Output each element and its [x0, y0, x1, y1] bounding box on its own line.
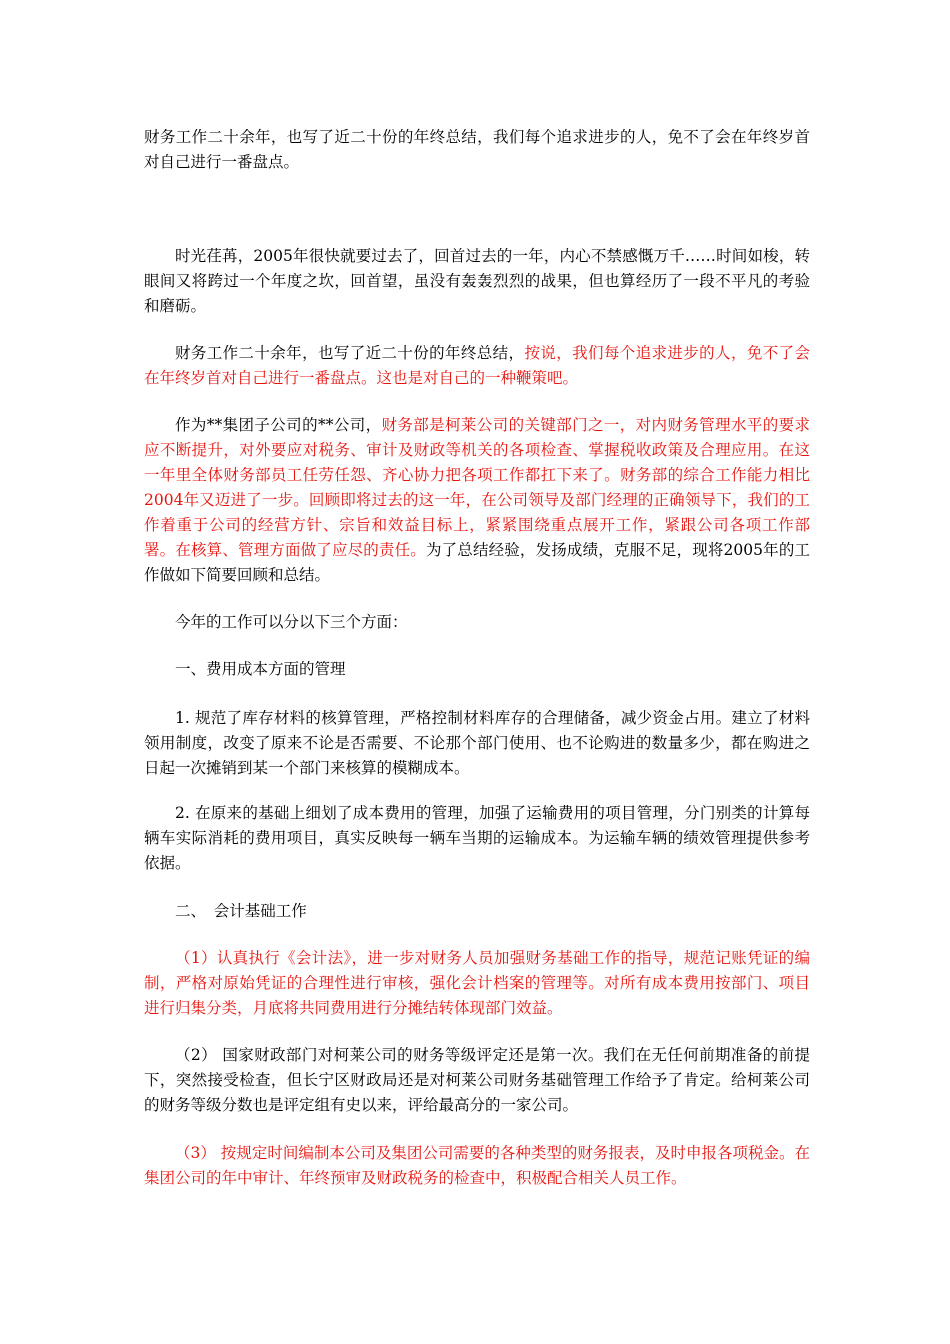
highlighted-text: 按说，我们每个追求进步的人，免不了会在年终岁首对自己进行一番盘点。这也是对自己的一种鞭策吧。 — [144, 344, 810, 387]
sub-item-accounting-law: （1）认真执行《会计法》，进一步对财务人员加强财务基础工作的指导，规范记账凭证的编制，严格对原始凭证的合理性进行审核，强化会计档案的管理等。对所有成本费用按部门、项目进行归集分类，月底将共同费用进行分摊结转体现部门效益。 — [144, 949, 810, 1017]
paragraph-three-aspects: 今年的工作可以分以下三个方面： — [175, 613, 408, 631]
paragraph-time-flies: 时光荏苒，2005年很快就要过去了，回首过去的一年，内心不禁感慨万千……时间如梭，转眼间又将跨过一个年度之坎，回首望，虽没有轰轰烈烈的战果，但也算经历了一段不平凡的考验和磨砺。 — [144, 247, 810, 315]
list-item-inventory: 1. 规范了库存材料的核算管理，严格控制材料库存的合理储备，减少资金占用。建立了材料领用制度，改变了原来不论是否需要、不论那个部门使用、也不论购进的数量多少，都在购进之日起一次摊销到某一个部门来核算的模糊成本。 — [144, 709, 810, 777]
list-item-transport-cost: 2. 在原来的基础上细划了成本费用的管理，加强了运输费用的项目管理，分门别类的计算每辆车实际消耗的费用项目，真实反映每一辆车当期的运输成本。为运输车辆的绩效管理提供参考依据。 — [144, 804, 810, 872]
paragraph-finance-department — [144, 413, 810, 588]
section-heading-accounting-basics: 二、 会计基础工作 — [175, 902, 307, 920]
intro-paragraph: 财务工作二十余年，也写了近二十份的年终总结，我们每个追求进步的人，免不了会在年终岁首对自己进行一番盘点。 — [144, 128, 810, 171]
paragraph-text: 为了总结经验，发扬成绩，克服不足，现将2005年的工作做如下简要回顾和总结。 — [144, 541, 810, 584]
paragraph-text: 财务工作二十余年，也写了近二十份的年终总结， — [175, 344, 525, 362]
highlighted-text: 财务部是柯莱公司的关键部门之一，对内财务管理水平的要求应不断提升，对外要应对税务、审计及财政等机关的各项检查、掌握税收政策及合理应用。在这一年里全体财务部员工任劳任怨、齐心协力把各项工作都扛下来了。财务部的综合工作能力相比2004年又迈进了一步。回顾即将过去的这一年，在公司领导及部门经理的正确领导下，我们的工作着重于公司的经营方针、宗旨和效益目标上，紧紧围绕重点展开工作，紧跟公司各项工作部署。在核算、管理方面做了应尽的责任。 — [144, 416, 810, 559]
sub-item-financial-reports: （3） 按规定时间编制本公司及集团公司需要的各种类型的财务报表，及时申报各项税金。在集团公司的年中审计、年终预审及财政税务的检查中，积极配合相关人员工作。 — [144, 1144, 810, 1187]
section-heading-cost-management: 一、费用成本方面的管理 — [175, 660, 346, 678]
paragraph-twenty-years — [144, 341, 810, 391]
paragraph-text: 作为**集团子公司的**公司， — [175, 416, 382, 434]
sub-item-financial-rating: （2） 国家财政部门对柯莱公司的财务等级评定还是第一次。我们在无任何前期准备的前提下，突然接受检查，但长宁区财政局还是对柯莱公司财务基础管理工作给予了肯定。给柯莱公司的财务等级分数也是评定组有史以来，评给最高分的一家公司。 — [144, 1046, 810, 1114]
